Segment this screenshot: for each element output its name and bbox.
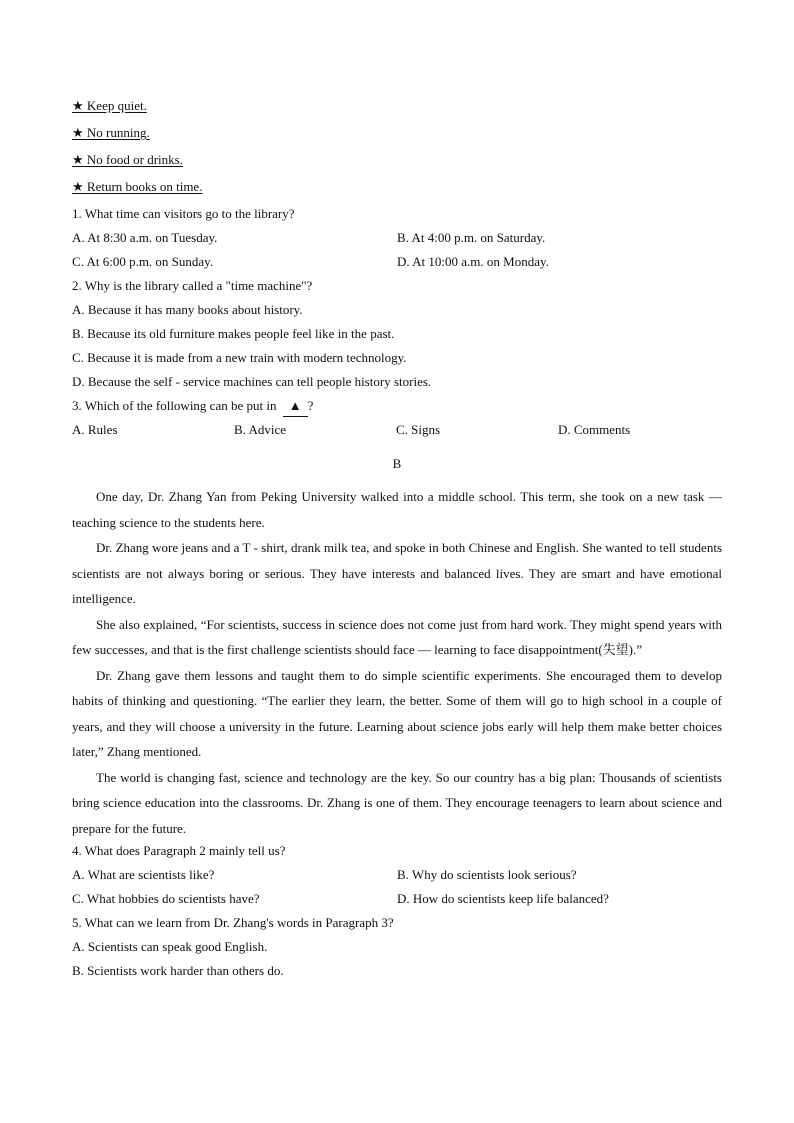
passage-paragraph: The world is changing fast, science and technology are the key. So our country has a big plan: Thousands of scientists bring science education into the classrooms. Dr. Zhang is one of them. They encourage teenagers to learn about science and prepare for the future.: [72, 769, 722, 836]
option-d: D. Comments: [558, 422, 631, 437]
question-text: 2. Why is the library called a "time machine"?: [72, 278, 313, 293]
question-4: [72, 841, 722, 913]
question-3: [72, 396, 722, 444]
option-b: B. Because its old furniture makes people feel like in the past.: [72, 326, 395, 341]
library-rules: [72, 96, 722, 204]
passage-paragraph: One day, Dr. Zhang Yan from Peking University walked into a middle school. This term, she took on a new task — teaching science to the students here.: [72, 489, 722, 530]
option-b: B. Why do scientists look serious?: [397, 867, 577, 882]
passage-paragraph: She also explained, “For scientists, success in science does not come just from hard work. They might spend years with few successes, and that is the first challenge scientists should face — learning to face disappointment(失望).”: [72, 616, 722, 657]
question-5: [72, 913, 722, 985]
option-b: B. Scientists work harder than others do.: [72, 963, 284, 978]
rule-item: ★ No food or drinks.: [72, 152, 183, 167]
options-row: [72, 420, 722, 444]
option-c: C. At 6:00 p.m. on Sunday.: [72, 254, 214, 269]
question-text: 1. What time can visitors go to the library?: [72, 206, 295, 221]
passage-paragraph: Dr. Zhang wore jeans and a T - shirt, drank milk tea, and spoke in both Chinese and English. She wanted to tell students scientists are not always boring or serious. They have interests and balanced lives. They are smart and have emotional intelligence.: [72, 540, 722, 606]
option-a: A. Scientists can speak good English.: [72, 939, 268, 954]
options-row: [72, 228, 722, 252]
options-row: [72, 252, 722, 276]
answer-blank: ▲: [283, 396, 308, 417]
option-a: A. Rules: [72, 422, 118, 437]
option-d: D. Because the self - service machines can tell people history stories.: [72, 374, 432, 389]
question-text: 4. What does Paragraph 2 mainly tell us?: [72, 843, 286, 858]
rule-item: ★ No running.: [72, 125, 150, 140]
option-d: D. How do scientists keep life balanced?: [397, 891, 609, 906]
option-a: A. At 8:30 a.m. on Tuesday.: [72, 230, 218, 245]
option-b: B. At 4:00 p.m. on Saturday.: [397, 230, 546, 245]
question-1: [72, 204, 722, 276]
passage-b: [72, 484, 722, 841]
rule-item: ★ Return books on time.: [72, 179, 203, 194]
document-page: [72, 96, 722, 985]
option-a: A. What are scientists like?: [72, 867, 215, 882]
option-a: A. Because it has many books about history.: [72, 302, 303, 317]
options-row: [72, 865, 722, 889]
question-text: 3. Which of the following can be put in ▲ ?: [72, 396, 722, 420]
option-c: C. What hobbies do scientists have?: [72, 891, 260, 906]
option-c: C. Signs: [396, 422, 441, 437]
rule-item: ★ Keep quiet.: [72, 98, 147, 113]
passage-paragraph: Dr. Zhang gave them lessons and taught them to do simple scientific experiments. She encouraged them to develop habits of thinking and questioning. “The earlier they learn, the better. Some of them will go to high school in a couple of years, and they will choose a university in the future. Learning about science jobs early will help them make better choices later,” Zhang mentioned.: [72, 667, 722, 759]
question-2: [72, 276, 722, 396]
option-d: D. At 10:00 a.m. on Monday.: [397, 254, 549, 269]
options-row: [72, 889, 722, 913]
option-c: C. Because it is made from a new train with modern technology.: [72, 350, 407, 365]
section-heading: B: [392, 456, 402, 471]
option-b: B. Advice: [234, 422, 286, 437]
question-text: 5. What can we learn from Dr. Zhang's words in Paragraph 3?: [72, 915, 394, 930]
